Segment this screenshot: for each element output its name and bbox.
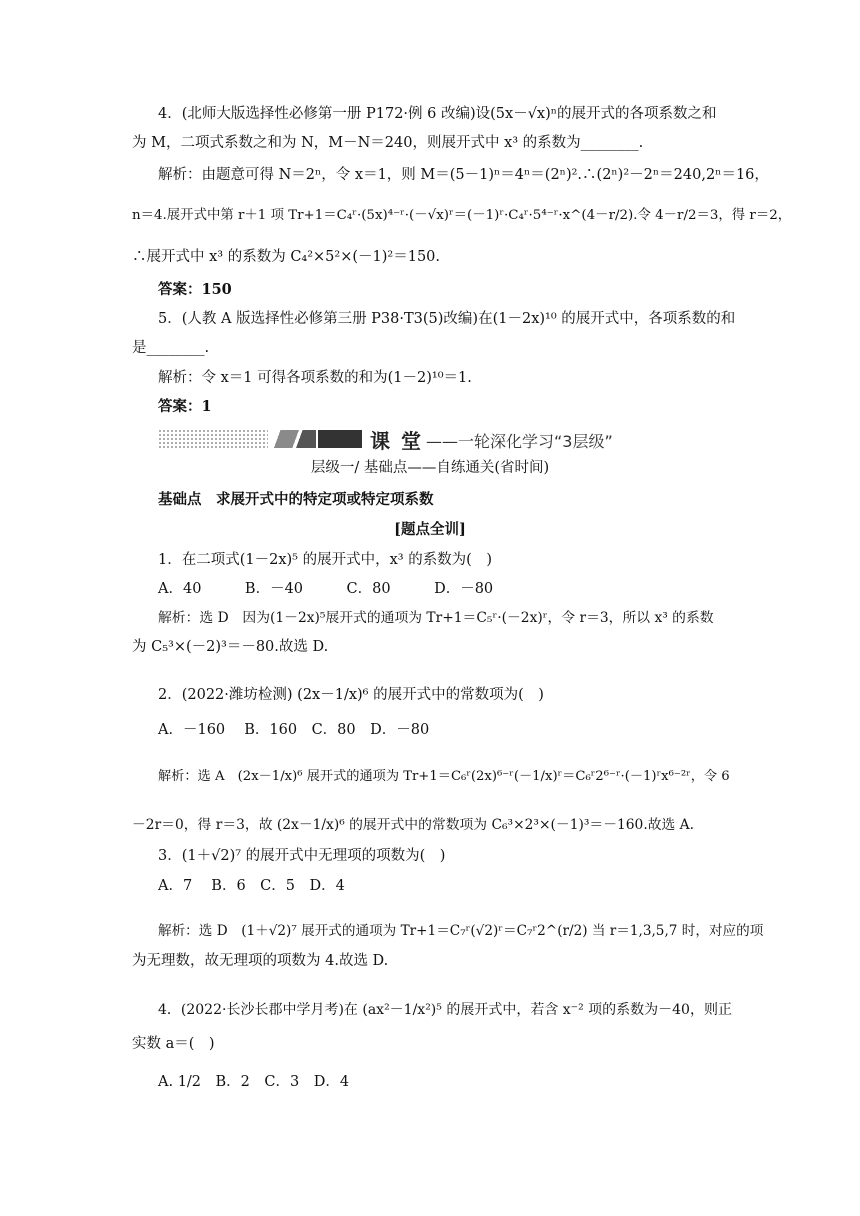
problem-5-text: 5．(人教 A 版选择性必修第三册 P38·T3(5)改编)在(1－2x)¹⁰ 的展开式中，各项系数的和 (158, 311, 736, 327)
problem-5-text-cont: 是________. (132, 340, 210, 356)
problem-4-solution-cont: n＝4.展开式中第 r＋1 项 Tr+1＝C₄ʳ·(5x)⁴⁻ʳ·(－√x)ʳ＝(－1)ʳ·C₄ʳ·5⁴⁻ʳ·x^(4－r/2).令 4－r/2＝3，得 r＝2， (132, 208, 792, 223)
question-2-options: A．－160 B．160 C．80 D．－80 (158, 722, 430, 738)
problem-4-solution-end: ∴展开式中 x³ 的系数为 C₄²×5²×(－1)²＝150. (132, 249, 441, 265)
banner-slash-decoration (270, 430, 316, 448)
question-2-solution: 解析：选 A (2x－1/x)⁶ 展开式的通项为 Tr+1＝C₆ʳ(2x)⁶⁻ʳ(－1/x)ʳ＝C₆ʳ2⁶⁻ʳ·(－1)ʳx⁶⁻²ʳ，令 6 (158, 769, 730, 784)
problem-5-solution: 解析：令 x＝1 可得各项系数的和为(1－2)¹⁰＝1. (158, 370, 472, 386)
level-title: 层级一/ 基础点——自练通关(省时间) (310, 460, 550, 476)
question-2-solution-cont: －2r＝0，得 r＝3，故 (2x－1/x)⁶ 的展开式中的常数项为 C₆³×2³×(－1)³＝－160.故选 A. (132, 817, 695, 833)
problem-4-text-cont: 为 M，二项式系数之和为 N，M－N＝240，则展开式中 x³ 的系数为________. (132, 135, 644, 151)
topic-heading: 基础点 求展开式中的特定项或特定项系数 (158, 492, 434, 508)
question-1-solution-cont: 为 C₅³×(－2)³＝－80.故选 D. (132, 639, 329, 655)
banner-title: 课 堂 (370, 429, 423, 453)
question-4: 4．(2022·长沙长郡中学月考)在 (ax²－1/x²)⁵ 的展开式中，若含 x⁻² 项的系数为－40，则正 (158, 1002, 732, 1018)
subsection-title: [题点全训] (394, 521, 466, 538)
question-2: 2．(2022·潍坊检测) (2x－1/x)⁶ 的展开式中的常数项为( ) (158, 687, 544, 703)
problem-4-answer: 答案：150 (158, 281, 232, 298)
question-3-solution: 解析：选 D (1＋√2)⁷ 展开式的通项为 Tr+1＝C₇ʳ(√2)ʳ＝C₇ʳ2^(r/2) 当 r＝1,3,5,7 时，对应的项 (158, 923, 764, 939)
question-3-solution-cont: 为无理数，故无理项的项数为 4.故选 D. (132, 953, 389, 969)
question-1-solution: 解析：选 D 因为(1－2x)⁵展开式的通项为 Tr+1＝C₅ʳ·(－2x)ʳ，令 r＝3，所以 x³ 的系数 (158, 610, 714, 626)
banner-bar-decoration (318, 430, 362, 448)
question-1-options: A．40 B．－40 C．80 D．－80 (158, 581, 494, 597)
banner-dot-pattern (158, 429, 268, 449)
problem-4-solution: 解析：由题意可得 N＝2ⁿ，令 x＝1，则 M＝(5－1)ⁿ＝4ⁿ＝(2ⁿ)².∴(2ⁿ)²－2ⁿ＝240,2ⁿ＝16， (158, 167, 769, 183)
problem-5-answer: 答案：1 (158, 398, 212, 415)
question-1: 1．在二项式(1－2x)⁵ 的展开式中，x³ 的系数为( ) (158, 552, 493, 568)
question-3-options: A．7 B．6 C．5 D．4 (158, 878, 345, 894)
question-4-cont: 实数 a＝( ) (132, 1036, 215, 1052)
section-banner (158, 424, 758, 454)
question-3: 3．(1＋√2)⁷ 的展开式中无理项的项数为( ) (158, 848, 446, 864)
question-4-options: A. 1/2 B．2 C．3 D．4 (158, 1074, 350, 1090)
problem-4-text: 4．(北师大版选择性必修第一册 P172·例 6 改编)设(5x－√x)ⁿ的展开式的各项系数之和 (158, 106, 717, 122)
banner-subtitle: ——一轮深化学习“3层级” (426, 432, 613, 451)
